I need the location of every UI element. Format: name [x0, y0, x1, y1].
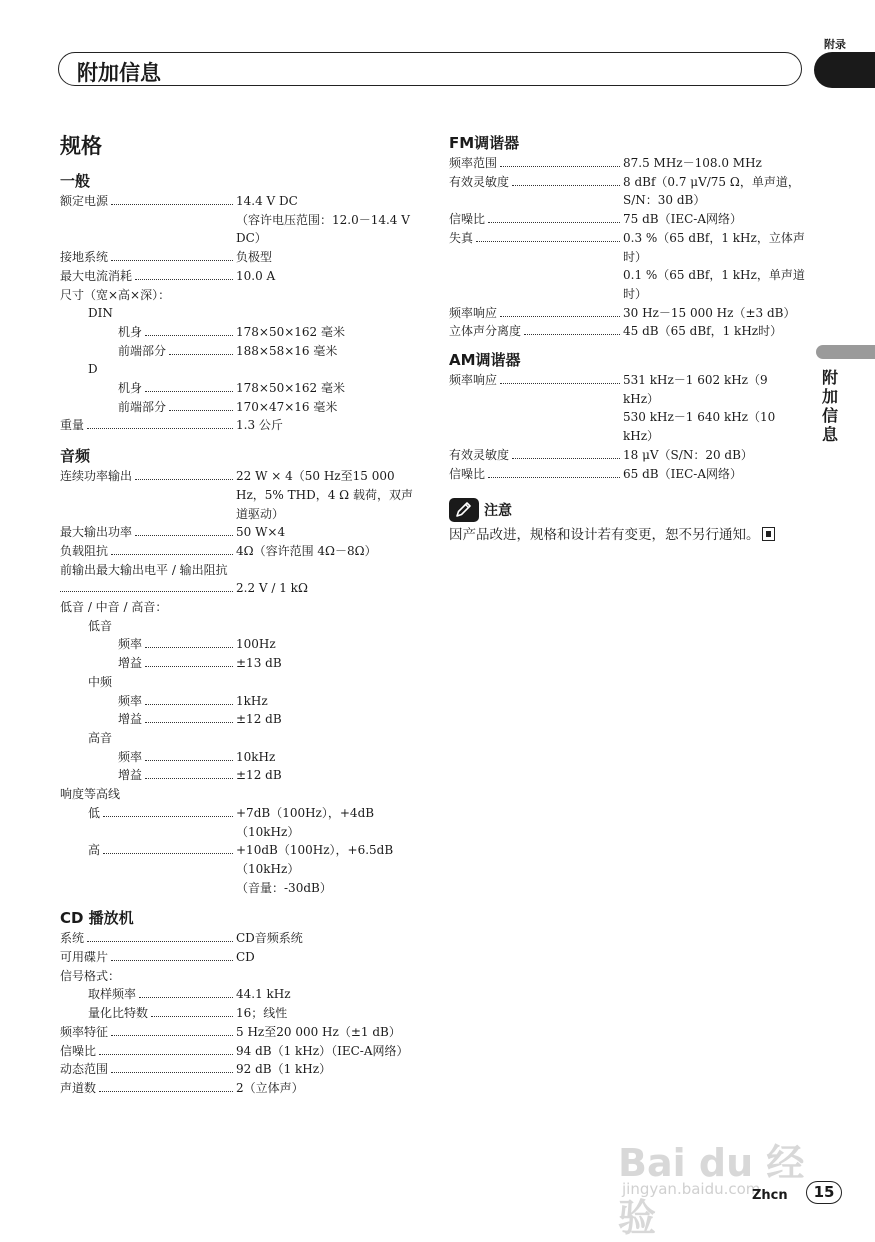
spec-row [449, 210, 805, 229]
spec-label: 最大电流消耗 [60, 268, 133, 283]
spec-label: 机身 [118, 324, 143, 339]
spec-label: 立体声分离度 [449, 324, 522, 339]
spec-label: 系统 [60, 931, 85, 946]
spec-value: 0.3 %（65 dBf，1 kHz，立体声时） 0.1 %（65 dBf，1 kHz，单声道时） [623, 230, 805, 301]
spec-label: 机身 [118, 381, 143, 396]
spec-label: 频率范围 [449, 156, 498, 170]
spec-label: 频率 [118, 693, 143, 708]
spec-subheading: D [88, 362, 98, 377]
spec-label: 频率 [118, 637, 143, 652]
spec-row [60, 467, 415, 523]
spec-label: 频率响应 [449, 373, 498, 388]
audio-heading: 音频 [60, 447, 91, 466]
spec-value: 100Hz [236, 637, 276, 652]
spec-value: 1.3 公斤 [236, 418, 283, 433]
spec-value: 170×47×16 毫米 [236, 399, 338, 414]
spec-subheading: 中频 [88, 674, 113, 689]
spec-row [60, 248, 415, 267]
spec-subheading: 信号格式： [60, 968, 121, 983]
spec-label: 有效灵敏度 [449, 447, 510, 462]
spec-label: 取样频率 [88, 987, 137, 1002]
spec-label: 增益 [118, 712, 143, 727]
spec-row [60, 654, 415, 673]
spec-value: 178×50×162 毫米 [236, 324, 346, 339]
spec-value: 10.0 A [236, 268, 276, 283]
spec-row [60, 342, 415, 361]
spec-row [60, 416, 415, 435]
spec-label: 声道数 [60, 1080, 97, 1095]
spec-label: 连续功率输出 [60, 469, 133, 484]
spec-value: 负极型 [236, 250, 273, 265]
note-title: 注意 [484, 503, 512, 520]
spec-label: 前端部分 [118, 343, 167, 358]
spec-label: 信噪比 [449, 466, 486, 481]
spec-label: 信噪比 [60, 1043, 97, 1058]
am-heading: AM调谐器 [449, 351, 521, 370]
spec-row [449, 446, 805, 465]
spec-value: 45 dB（65 dBf，1 kHz时） [623, 324, 783, 339]
spec-value: CD [236, 950, 255, 965]
spec-value: 1kHz [236, 693, 268, 708]
spec-row [60, 1023, 415, 1042]
spec-value: 22 W × 4（50 Hz至15 000 Hz，5% THD，4 Ω 载荷，双声道驱动） [236, 469, 413, 521]
chapter-header [58, 52, 802, 86]
spec-row [449, 154, 805, 173]
language-code: Zhcn [752, 1188, 788, 1203]
cd-heading: CD 播放机 [60, 909, 134, 928]
spec-row [60, 542, 415, 561]
general-heading: 一般 [60, 172, 91, 190]
spec-row [60, 710, 415, 729]
spec-row [60, 1004, 415, 1023]
spec-label: 有效灵敏度 [449, 174, 510, 189]
page-number: 15 [806, 1181, 842, 1204]
spec-row [60, 323, 415, 342]
spec-label: 额定电源 [60, 194, 109, 208]
spec-value: 2（立体声） [236, 1080, 304, 1095]
spec-row [60, 1060, 415, 1079]
chapter-tab [814, 52, 875, 88]
spec-value: 2.2 V / 1 kΩ [236, 581, 308, 596]
spec-row [449, 304, 805, 323]
spec-value: ±13 dB [236, 656, 282, 671]
spec-label: 信噪比 [449, 212, 486, 227]
spec-row [60, 267, 415, 286]
spec-value: 44.1 kHz [236, 987, 291, 1002]
spec-row [449, 173, 805, 210]
spec-row [449, 465, 805, 484]
spec-value: 30 Hz－15 000 Hz（±3 dB） [623, 305, 796, 320]
spec-value: 5 Hz至20 000 Hz（±1 dB） [236, 1024, 401, 1039]
spec-row [449, 229, 805, 304]
spec-value: 178×50×162 毫米 [236, 381, 346, 396]
left-column [60, 170, 415, 1098]
spec-row [449, 322, 805, 341]
spec-value: 94 dB（1 kHz）（IEC-A网络） [236, 1043, 409, 1058]
spec-value: 10kHz [236, 749, 276, 764]
spec-row [60, 635, 415, 654]
spec-value: 4Ω（容许范围 4Ω－8Ω） [236, 543, 377, 558]
spec-row [60, 985, 415, 1004]
spec-label: 负载阻抗 [60, 543, 109, 558]
spec-subheading: 响度等高线 [60, 787, 121, 802]
spec-value: 92 dB（1 kHz） [236, 1062, 332, 1077]
spec-subheading: 低音 [88, 618, 113, 633]
spec-label: 频率 [118, 749, 143, 764]
appendix-label: 附录 [824, 38, 846, 51]
spec-label: 增益 [118, 768, 143, 783]
pencil-icon [449, 498, 479, 522]
spec-subheading: 高音 [88, 730, 113, 745]
spec-row [60, 948, 415, 967]
spec-value: 87.5 MHz－108.0 MHz [623, 156, 762, 170]
spec-row [60, 692, 415, 711]
spec-label: 重量 [60, 418, 85, 433]
spec-label: 前端部分 [118, 399, 167, 414]
spec-label: 频率特征 [60, 1024, 109, 1039]
spec-label: 动态范围 [60, 1062, 109, 1077]
spec-value: 16；线性 [236, 1006, 288, 1021]
note-body [449, 525, 803, 546]
spec-label: 失真 [449, 230, 474, 245]
spec-subheading: 前输出最大输出电平 / 输出阻抗 [60, 562, 228, 577]
spec-label: 接地系统 [60, 250, 109, 265]
spec-value: +7dB（100Hz），+4dB （10kHz） [236, 805, 375, 839]
spec-value: 50 W×4 [236, 525, 286, 540]
end-mark-icon [762, 527, 775, 541]
watermark-logo: Bai du 经验 [618, 1141, 805, 1240]
spec-label: 增益 [118, 656, 143, 671]
spec-label: 低 [88, 805, 101, 820]
spec-value: 18 μV（S/N：20 dB） [623, 447, 753, 462]
spec-row [60, 579, 415, 598]
side-tab [816, 345, 875, 359]
spec-row [60, 804, 415, 841]
spec-value: 8 dBf（0.7 μV/75 Ω，单声道，S/N：30 dB） [623, 174, 800, 208]
spec-value: 14.4 V DC （容许电压范围：12.0－14.4 V DC） [236, 194, 410, 246]
spec-value: 65 dB（IEC-A网络） [623, 466, 742, 481]
chapter-title: 附加信息 [77, 61, 161, 85]
spec-value: 188×58×16 毫米 [236, 343, 338, 358]
section-title: 规格 [60, 134, 102, 158]
spec-label: 频率响应 [449, 305, 498, 320]
side-tab-text: 附加信息 [822, 368, 840, 444]
spec-row [60, 379, 415, 398]
right-column [449, 132, 805, 546]
fm-heading: FM调谐器 [449, 134, 520, 152]
spec-label: 可用碟片 [60, 950, 109, 965]
spec-label: 高 [88, 843, 101, 858]
note-text: 因产品改进，规格和设计若有变更，恕不另行通知。 [449, 527, 760, 544]
spec-value: CD音频系统 [236, 931, 303, 946]
spec-value: 75 dB（IEC-A网络） [623, 212, 742, 227]
spec-value: ±12 dB [236, 712, 282, 727]
spec-row [60, 841, 415, 897]
spec-row [60, 929, 415, 948]
watermark [618, 1112, 818, 1240]
spec-subheading: 低音 / 中音 / 高音： [60, 600, 168, 615]
spec-value: 531 kHz－1 602 kHz（9 kHz） 530 kHz－1 640 kHz（10 kHz） [623, 373, 776, 444]
spec-row [60, 398, 415, 417]
spec-value: +10dB（100Hz），+6.5dB （10kHz） （音量：-30dB） [236, 843, 394, 895]
watermark-url: jingyan.baidu.com [622, 1180, 761, 1198]
spec-row [60, 748, 415, 767]
spec-row [60, 766, 415, 785]
note-header [449, 497, 805, 523]
spec-row [60, 1042, 415, 1061]
spec-label: 量化比特数 [88, 1006, 149, 1021]
spec-row [60, 192, 415, 248]
spec-value: ±12 dB [236, 768, 282, 783]
spec-row [60, 1079, 415, 1098]
spec-subheading: 尺寸（宽×高×深）： [60, 287, 171, 302]
spec-label: 最大输出功率 [60, 525, 133, 540]
spec-row [60, 523, 415, 542]
spec-subheading: DIN [88, 306, 113, 321]
spec-row [449, 371, 805, 446]
